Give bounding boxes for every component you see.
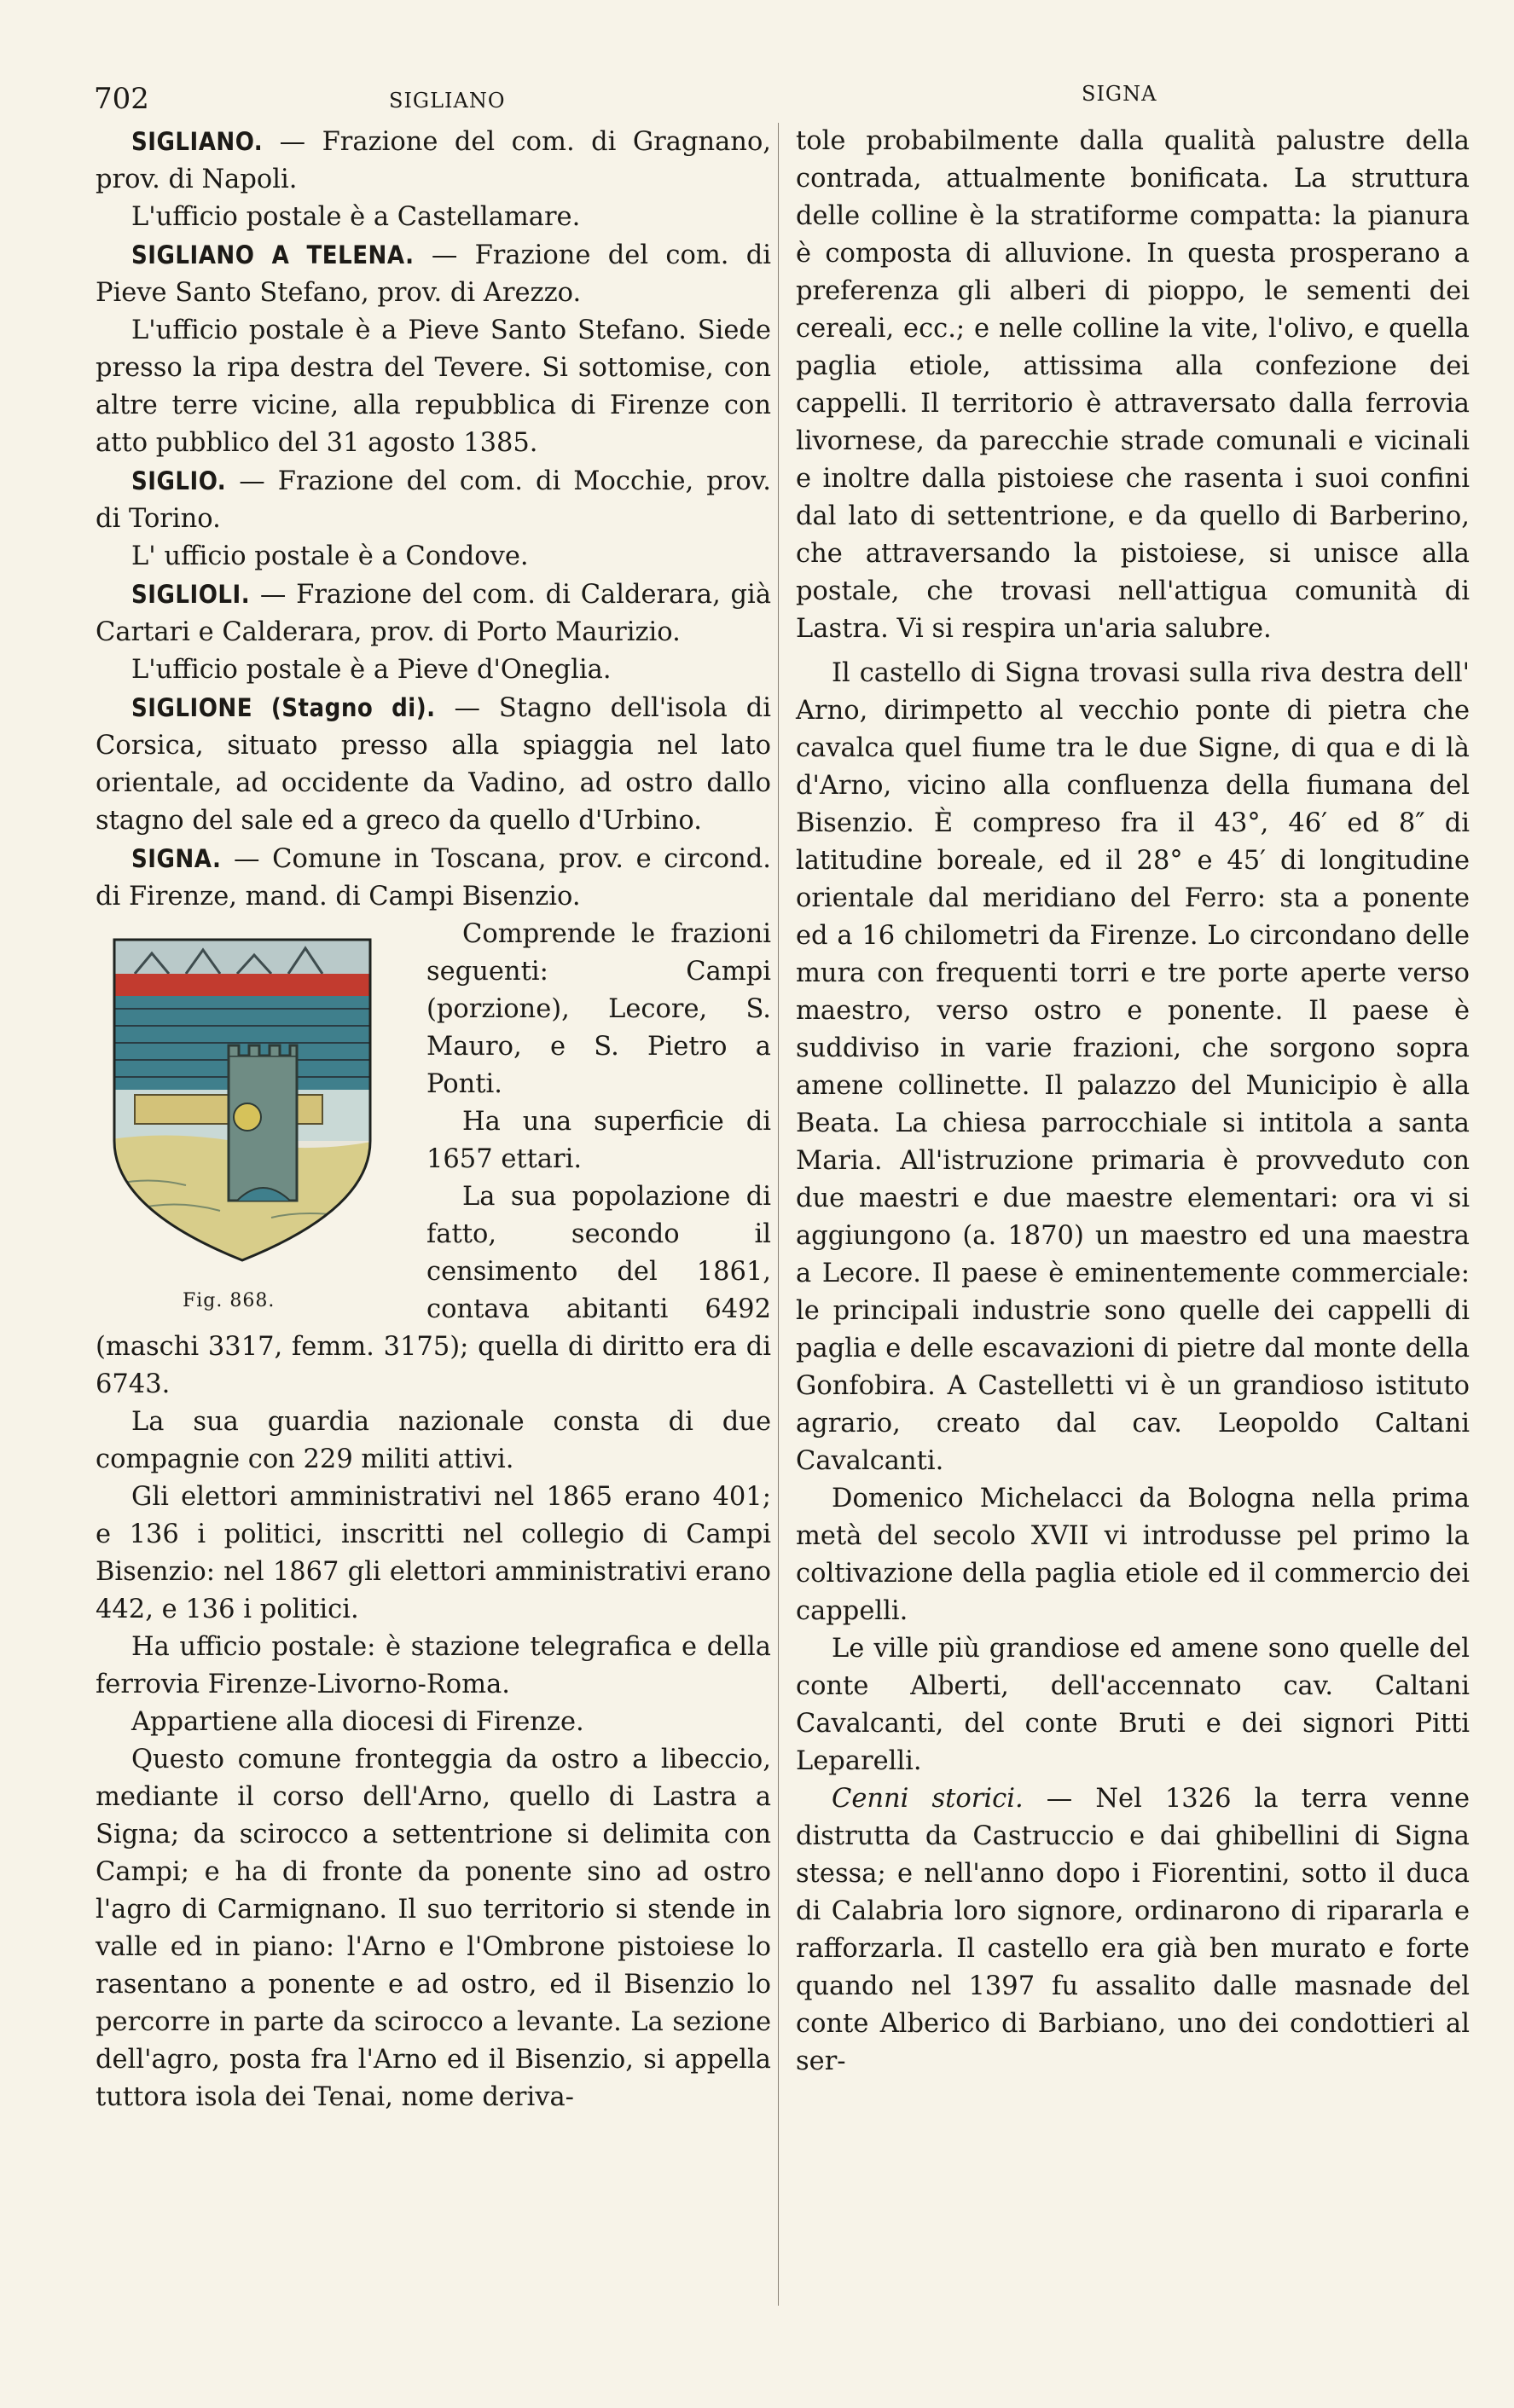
running-head	[0, 82, 1514, 116]
entry-sigliano	[96, 123, 771, 199]
page-number: 702	[94, 82, 149, 116]
paragraph: tole probabilmente dalla qualità palustre della contrada, attualmente bonificata. La struttura delle colline è la stratiforme compatta: la pianura è composta di alluvione. In questa prosperano a preferenza gli alberi di pioppo, le sementi dei cereali, ecc.; e nelle colline la vite, l'olivo, e quella paglia etiole, attissima alla confezione dei cappelli. Il territorio è attraversato dalla ferrovia livornese, da parecchie strade comunali e vicinali e inoltre dalla pistoiese che rasenta i suoi confini dal lato di settentrione, e da quello di Barberino, che attraversando la pistoiese, si unisce alla postale, che trovasi nell'attigua comunità di Lastra. Vi si respira un'aria salubre.	[796, 126, 1470, 644]
paragraph: Comprende le frazioni seguenti: Campi (porzione), Lecore, S. Mauro, e S. Pietro a Ponti.	[426, 919, 771, 1099]
section-title: Cenni storici.	[832, 1784, 1024, 1814]
entry-title: SIGLIOLI.	[131, 580, 251, 609]
paragraph: Ha ufficio postale: è stazione telegrafica e della ferrovia Firenze-Livorno-Roma.	[96, 1632, 771, 1699]
entry-siglioli	[96, 576, 771, 651]
entry-sigliano-a-telena	[96, 236, 771, 312]
entry-text: — Comune in Toscana, prov. e circond. di Firenze, mand. di Campi Bisenzio.	[96, 844, 771, 912]
section-cenni-storici	[796, 1780, 1470, 2081]
entry-text: — Frazione del com. di Mocchie, prov. di Torino.	[96, 466, 771, 534]
entry-title: SIGNA.	[131, 844, 222, 873]
paragraph: Il castello di Signa trovasi sulla riva destra dell' Arno, dirimpetto al vecchio ponte di pietra che cavalca quel fiume tra le due Signe, di qua e di là d'Arno, vicino alla confluenza della fiumana del Bisenzio. È compreso fra il 43°, 46′ ed 8″ di latitudine boreale, ed il 28° e 45′ di longitudine orientale dal meridiano del Ferro: sta a ponente ed a 16 chilometri da Firenze. Lo circondano delle mura con frequenti torri e tre porte aperte verso maestro, verso ostro e ponente. Il paese è suddiviso in varie frazioni, che sorgono sopra amene collinette. Il palazzo del Municipio è alla Beata. La chiesa parrocchiale si intitola a santa Maria. All'istruzione primaria è provveduto con due maestri e due maestre elementari: ora vi si aggiungono (a. 1870) un maestro ed una maestra a Lecore. Il paese è eminentemente commerciale: le principali industrie sono quelle dei cappelli di paglia e delle escavazioni di pietre dal monte della Gonfobira. A Castelletti vi è un grandioso istituto agrario, creato dal cav. Leopoldo Caltani Cavalcanti.	[796, 658, 1470, 1476]
entry-title: SIGLIO.	[131, 466, 227, 495]
entry-title: SIGLIANO.	[131, 127, 264, 156]
left-column	[96, 123, 771, 2116]
paragraph: Domenico Michelacci da Bologna nella prima metà del secolo XVII vi introdusse pel primo la coltivazione della paglia etiole ed il commercio dei cappelli.	[796, 1484, 1470, 1626]
entry-text: — Frazione del com. di Gragnano, prov. di Napoli.	[96, 127, 771, 194]
paragraph: Le ville più grandiose ed amene sono quelle del conte Alberti, dell'accennato cav. Caltani Cavalcanti, del conte Bruti e dei signori Pitti Leparelli.	[796, 1634, 1470, 1776]
entry-title: SIGLIANO A TELENA.	[131, 240, 415, 269]
signa-coat-of-arms-icon	[101, 928, 384, 1269]
entry-siglio	[96, 462, 771, 538]
paragraph: L'ufficio postale è a Castellamare.	[131, 202, 581, 232]
figure-caption: Fig. 868.	[183, 1290, 276, 1311]
paragraph: Appartiene alla diocesi di Firenze.	[131, 1707, 584, 1737]
figure-868	[96, 916, 416, 1325]
paragraph: La sua popolazione di fatto, secondo il censimento del 1861, contava abitanti 6492 (maschi 3317, femm. 3175); quella di diritto era di 6743.	[96, 1182, 771, 1399]
paragraph: Gli elettori amministrativi nel 1865 erano 401; e 136 i politici, inscritti nel collegio di Campi Bisenzio: nel 1867 gli elettori amministrativi erano 442, e 136 i politici.	[96, 1482, 771, 1624]
section-text: — Nel 1326 la terra venne distrutta da Castruccio e dai ghibellini di Signa stessa; e nell'anno dopo i Fiorentini, sotto il duca di Calabria loro signore, ordinarono di ripararla e rafforzarla. Il castello era già ben murato e forte quando nel 1397 fu assalito dalle masnade del conte Alberico di Barbiano, uno dei condottieri al ser-	[796, 1784, 1470, 2076]
paragraph: L' ufficio postale è a Condove.	[131, 541, 529, 571]
paragraph: La sua guardia nazionale consta di due compagnie con 229 militi attivi.	[96, 1407, 771, 1474]
entry-signa	[96, 840, 771, 916]
entry-siglione	[96, 689, 771, 840]
entry-text: — Frazione del com. di Calderara, già Cartari e Calderara, prov. di Porto Maurizio.	[96, 580, 771, 647]
running-head-right: SIGNA	[1082, 82, 1157, 106]
column-divider	[778, 123, 779, 2306]
entry-title: SIGLIONE (Stagno di).	[131, 693, 436, 722]
right-column	[796, 123, 1470, 2081]
paragraph: Ha una superficie di 1657 ettari.	[426, 1107, 771, 1174]
paragraph: L'ufficio postale è a Pieve Santo Stefano. Siede presso la ripa destra del Tevere. Si sottomise, con altre terre vicine, alla repubblica di Firenze con atto pubblico del 31 agosto 1385.	[96, 315, 771, 458]
entry-text: — Frazione del com. di Pieve Santo Stefano, prov. di Arezzo.	[96, 240, 772, 308]
paragraph: L'ufficio postale è a Pieve d'Oneglia.	[131, 655, 612, 685]
paragraph: Questo comune fronteggia da ostro a libeccio, mediante il corso dell'Arno, quello di Lastra a Signa; da scirocco a settentrione si delimita con Campi; e ha di fronte da ponente sino ad ostro l'agro di Carmignano. Il suo territorio si stende in valle ed in piano: l'Arno e l'Ombrone pistoiese lo rasentano a ponente e ad ostro, ed il Bisenzio lo percorre in parte da scirocco a levante. La sezione dell'agro, posta fra l'Arno ed il Bisenzio, si appella tuttora isola dei Tenai, nome deriva-	[96, 1745, 771, 2112]
running-head-left: SIGLIANO	[389, 89, 506, 113]
entry-text: — Stagno dell'isola di Corsica, situato presso alla spiaggia nel lato orientale, ad occidente da Vadino, ad ostro dallo stagno del sale ed a greco da quello d'Urbino.	[96, 693, 771, 836]
